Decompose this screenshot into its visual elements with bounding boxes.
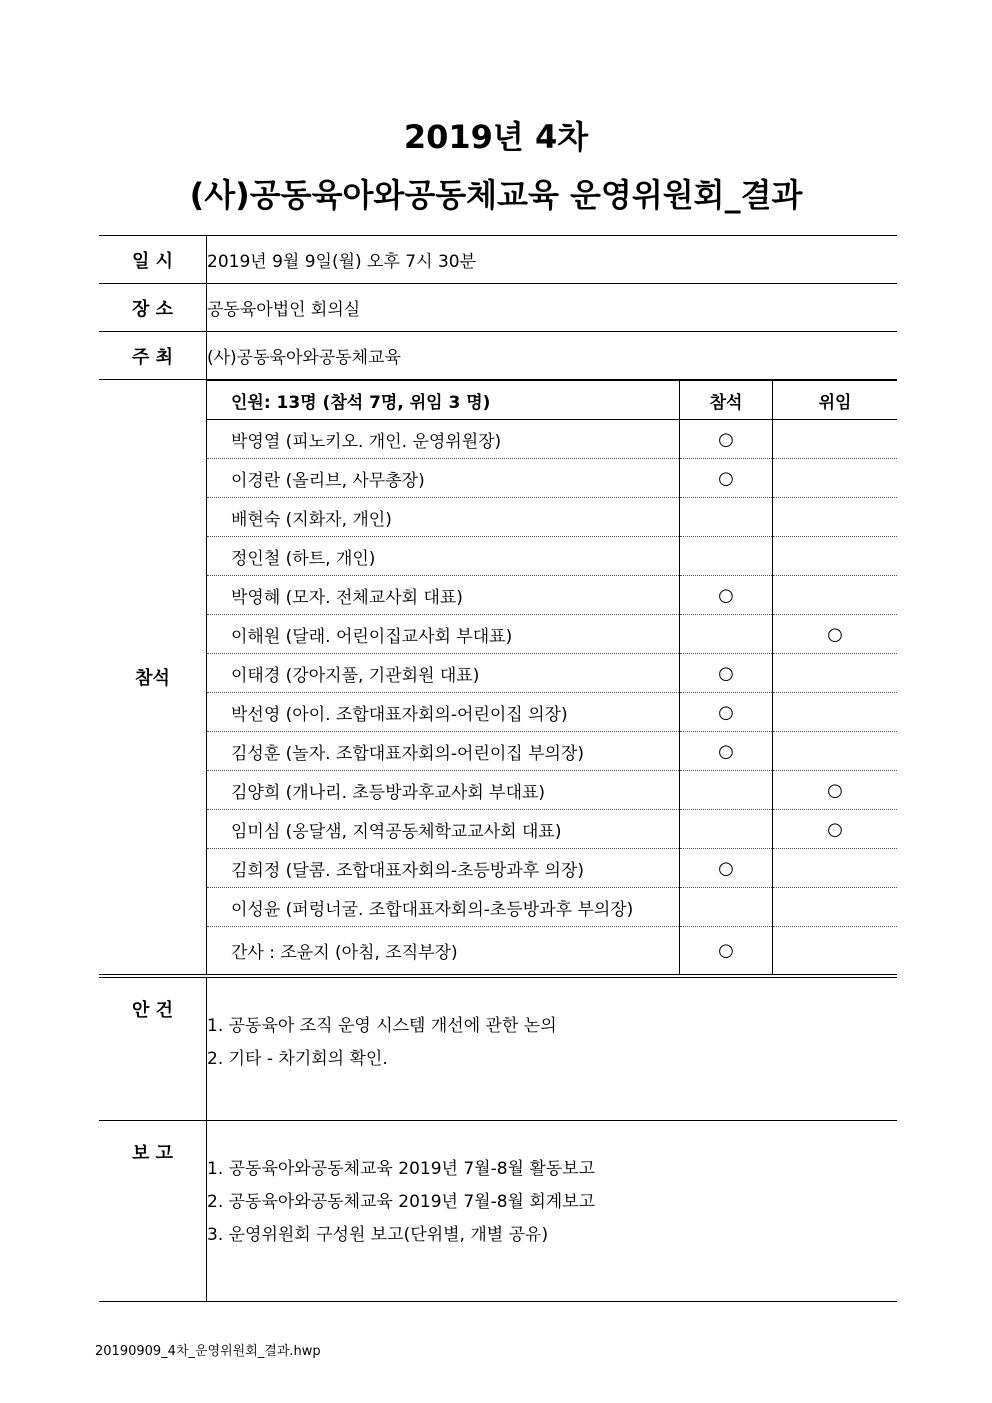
- attend-mark: ○: [680, 732, 773, 771]
- report-label: 보 고: [99, 1121, 207, 1302]
- attend-mark: ○: [680, 576, 773, 615]
- footer-filename: 20190909_4차_운영위원회_결과.hwp: [95, 1344, 321, 1359]
- member-name: 박영열 (피노키오. 개인. 운영위원장): [207, 420, 680, 459]
- date-value: 2019년 9월 9일(월) 오후 7시 30분: [207, 236, 898, 284]
- report-item: 3. 운영위원회 구성원 보고(단위별, 개별 공유): [207, 1225, 549, 1245]
- attendance-table: [207, 380, 897, 974]
- attendance-row-item: [207, 459, 897, 498]
- agenda-items: [207, 976, 898, 1121]
- place-value: 공동육아법인 회의실: [207, 284, 898, 332]
- attendance-row-item: [207, 654, 897, 693]
- member-name: 박영혜 (모자. 전체교사회 대표): [207, 576, 680, 615]
- agenda-row: [99, 976, 897, 1121]
- attendance-label: 참석: [99, 380, 207, 977]
- attend-mark: [680, 771, 773, 810]
- report-item: 1. 공동육아와공동체교육 2019년 7월-8월 활동보고: [207, 1159, 596, 1179]
- member-name: 이경란 (올리브, 사무총장): [207, 459, 680, 498]
- column-delegate: 위임: [773, 381, 898, 420]
- attend-mark: ○: [680, 693, 773, 732]
- meeting-table: [99, 235, 897, 1302]
- attend-mark: ○: [680, 849, 773, 888]
- host-row: [99, 332, 897, 380]
- agenda-item: 1. 공동육아 조직 운영 시스템 개선에 관한 논의: [207, 1016, 557, 1036]
- attendance-row-item: [207, 771, 897, 810]
- agenda-label: 안 건: [99, 976, 207, 1121]
- attendance-row-item: [207, 693, 897, 732]
- delegate-mark: [773, 732, 898, 771]
- attend-mark: [680, 498, 773, 537]
- attendance-row-item: [207, 810, 897, 849]
- attendance-row: [99, 380, 897, 977]
- document-title: [0, 108, 992, 224]
- delegate-mark: ○: [773, 771, 898, 810]
- delegate-mark: ○: [773, 810, 898, 849]
- column-attend: 참석: [680, 381, 773, 420]
- agenda-item: 2. 기타 - 차기회의 확인.: [207, 1049, 388, 1069]
- member-name: 배현숙 (지화자, 개인): [207, 498, 680, 537]
- member-name: 임미심 (옹달샘, 지역공동체학교교사회 대표): [207, 810, 680, 849]
- host-label: 주 최: [99, 332, 207, 380]
- delegate-mark: [773, 498, 898, 537]
- report-item: 2. 공동육아와공동체교육 2019년 7월-8월 회계보고: [207, 1192, 596, 1212]
- date-label: 일 시: [99, 236, 207, 284]
- host-value: (사)공동육아와공동체교육: [207, 332, 898, 380]
- report-row: [99, 1121, 897, 1302]
- delegate-mark: [773, 888, 898, 927]
- member-name: 김성훈 (놀자. 조합대표자회의-어린이집 부의장): [207, 732, 680, 771]
- title-line-2: (사)공동육아와공동체교육 운영위원회_결과: [189, 176, 803, 214]
- member-name: 이해원 (달래. 어린이집교사회 부대표): [207, 615, 680, 654]
- member-name: 김양희 (개나리. 초등방과후교사회 부대표): [207, 771, 680, 810]
- attendance-row-item: [207, 537, 897, 576]
- delegate-mark: [773, 927, 898, 975]
- attendance-row-item: [207, 576, 897, 615]
- attend-mark: ○: [680, 654, 773, 693]
- delegate-mark: [773, 459, 898, 498]
- member-name: 김희정 (달콤. 조합대표자회의-초등방과후 의장): [207, 849, 680, 888]
- attend-mark: [680, 810, 773, 849]
- attend-mark: [680, 537, 773, 576]
- attendance-row-item: [207, 732, 897, 771]
- member-name: 박선영 (아이. 조합대표자회의-어린이집 의장): [207, 693, 680, 732]
- attendance-cell: [207, 380, 898, 977]
- attendance-row-item: [207, 498, 897, 537]
- attendance-row-item: [207, 927, 897, 975]
- attend-mark: [680, 615, 773, 654]
- delegate-mark: [773, 654, 898, 693]
- attend-mark: ○: [680, 459, 773, 498]
- member-name: 이성윤 (퍼렁너굴. 조합대표자회의-초등방과후 부의장): [207, 888, 680, 927]
- attendance-row-item: [207, 888, 897, 927]
- member-name: 간사 : 조윤지 (아침, 조직부장): [207, 927, 680, 975]
- delegate-mark: [773, 693, 898, 732]
- attendance-row-item: [207, 420, 897, 459]
- attend-mark: [680, 888, 773, 927]
- delegate-mark: ○: [773, 615, 898, 654]
- delegate-mark: [773, 537, 898, 576]
- date-row: [99, 236, 897, 284]
- member-name: 정인철 (하트, 개인): [207, 537, 680, 576]
- member-name: 이태경 (강아지풀, 기관회원 대표): [207, 654, 680, 693]
- attendance-row-item: [207, 615, 897, 654]
- attend-mark: ○: [680, 420, 773, 459]
- attendance-header: [207, 381, 897, 420]
- attendance-row-item: [207, 849, 897, 888]
- report-items: [207, 1121, 898, 1302]
- delegate-mark: [773, 849, 898, 888]
- title-line-1: 2019년 4차: [403, 118, 589, 156]
- attend-mark: ○: [680, 927, 773, 975]
- attendance-summary: 인원: 13명 (참석 7명, 위임 3 명): [207, 381, 680, 420]
- place-label: 장 소: [99, 284, 207, 332]
- delegate-mark: [773, 420, 898, 459]
- place-row: [99, 284, 897, 332]
- delegate-mark: [773, 576, 898, 615]
